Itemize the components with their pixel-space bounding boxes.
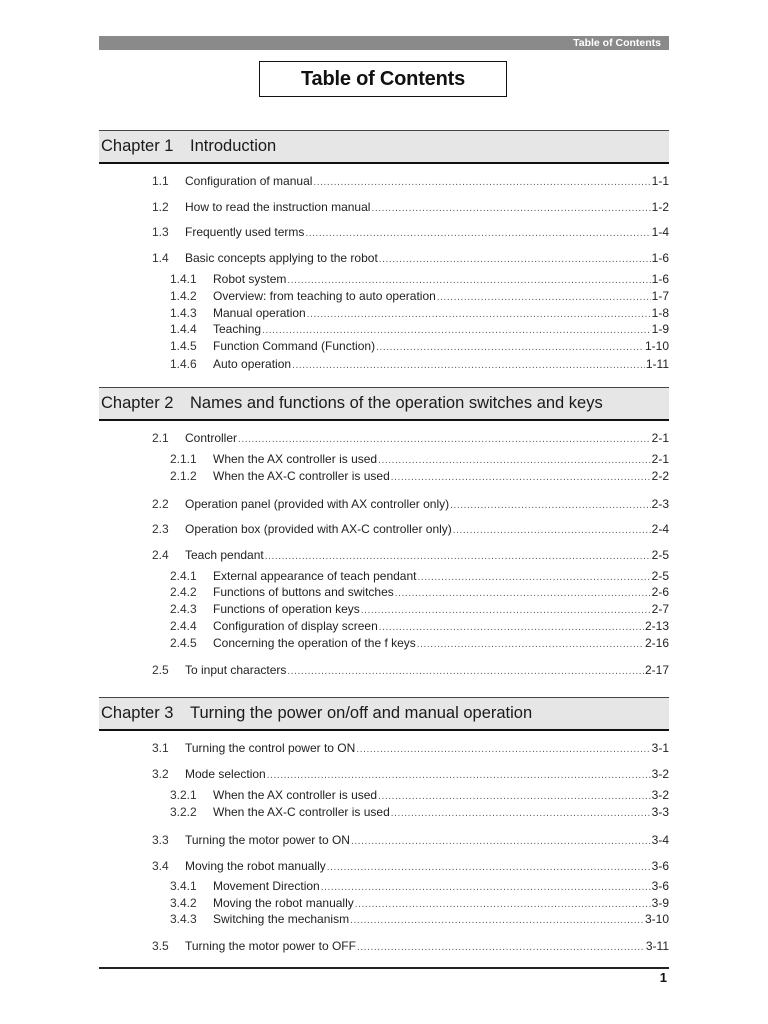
section-title: Movement Direction xyxy=(213,879,320,893)
toc-entry[interactable] xyxy=(152,766,669,782)
section-title: Mode selection xyxy=(185,767,266,781)
entry-row xyxy=(213,321,669,339)
section-number: 1.1 xyxy=(152,174,169,188)
toc-entry[interactable] xyxy=(170,338,669,354)
page-reference: 1-6 xyxy=(651,251,669,265)
entry-row xyxy=(213,338,669,356)
toc-entry[interactable] xyxy=(170,568,669,584)
page-reference: 2-7 xyxy=(651,602,669,616)
running-header-bar xyxy=(99,36,669,50)
section-title: Concerning the operation of the f keys xyxy=(213,636,416,650)
entry-row xyxy=(185,199,669,217)
toc-entry[interactable] xyxy=(170,635,669,651)
page-reference: 2-2 xyxy=(651,469,669,483)
page-reference: 1-6 xyxy=(651,272,669,286)
page-reference: 3-2 xyxy=(651,767,669,781)
dot-leader xyxy=(371,201,650,217)
entry-row xyxy=(213,878,669,896)
chapter-heading-1[interactable] xyxy=(99,130,669,164)
entry-row xyxy=(185,858,669,876)
section-number: 1.4.3 xyxy=(170,306,197,320)
toc-entry[interactable] xyxy=(152,199,669,215)
dot-leader xyxy=(350,913,644,929)
dot-leader xyxy=(292,358,645,374)
document-title-box xyxy=(259,61,507,97)
section-number: 1.4.2 xyxy=(170,289,197,303)
section-number: 1.4.1 xyxy=(170,272,197,286)
page-reference: 1-1 xyxy=(651,174,669,188)
dot-leader xyxy=(391,806,651,822)
section-number: 3.4.1 xyxy=(170,879,197,893)
page-reference: 2-5 xyxy=(651,548,669,562)
section-number: 3.4 xyxy=(152,859,169,873)
section-number: 2.4.4 xyxy=(170,619,197,633)
section-number: 1.4.5 xyxy=(170,339,197,353)
entry-row xyxy=(213,787,669,805)
section-title: Basic concepts applying to the robot xyxy=(185,251,378,265)
toc-entry[interactable] xyxy=(170,618,669,634)
entry-row xyxy=(185,250,669,268)
running-header-title: Table of Contents xyxy=(573,37,661,49)
page-reference: 1-9 xyxy=(651,322,669,336)
entry-row xyxy=(213,601,669,619)
dot-leader xyxy=(357,940,645,956)
section-title: Functions of buttons and switches xyxy=(213,585,394,599)
section-number: 2.4.3 xyxy=(170,602,197,616)
dot-leader xyxy=(351,834,651,850)
section-number: 1.4 xyxy=(152,251,169,265)
page-reference: 3-2 xyxy=(651,788,669,802)
footer-divider xyxy=(99,967,669,969)
toc-entry[interactable] xyxy=(170,356,669,372)
toc-entry[interactable] xyxy=(152,938,669,954)
dot-leader xyxy=(379,252,651,268)
toc-entry[interactable] xyxy=(152,547,669,563)
section-title: Robot system xyxy=(213,272,287,286)
page-reference: 3-4 xyxy=(651,833,669,847)
toc-entry[interactable] xyxy=(170,911,669,927)
toc-entry[interactable] xyxy=(152,430,669,446)
section-title: How to read the instruction manual xyxy=(185,200,371,214)
section-number: 3.3 xyxy=(152,833,169,847)
chapter-title: Names and functions of the operation switches and keys xyxy=(190,394,603,412)
dot-leader xyxy=(417,637,644,653)
section-number: 2.4 xyxy=(152,548,169,562)
section-number: 1.2 xyxy=(152,200,169,214)
page-reference: 2-16 xyxy=(644,636,669,650)
dot-leader xyxy=(379,620,644,636)
dot-leader xyxy=(391,470,651,486)
page-reference: 2-6 xyxy=(651,585,669,599)
section-number: 3.1 xyxy=(152,741,169,755)
entry-row xyxy=(213,635,669,653)
dot-leader xyxy=(361,603,651,619)
entry-row xyxy=(185,496,669,514)
toc-entry[interactable] xyxy=(170,271,669,287)
chapter-title: Introduction xyxy=(190,137,277,155)
toc-entry[interactable] xyxy=(170,787,669,803)
toc-entry[interactable] xyxy=(170,451,669,467)
section-title: Moving the robot manually xyxy=(185,859,326,873)
page-reference: 3-6 xyxy=(651,859,669,873)
entry-row xyxy=(185,547,669,565)
section-number: 2.4.1 xyxy=(170,569,197,583)
section-title: When the AX-C controller is used xyxy=(213,805,390,819)
section-title: Teaching xyxy=(213,322,262,336)
page-reference: 1-7 xyxy=(651,289,669,303)
entry-row xyxy=(185,938,669,956)
toc-entry[interactable] xyxy=(152,173,669,189)
section-title: When the AX controller is used xyxy=(213,452,378,466)
entry-row xyxy=(185,766,669,784)
entry-row xyxy=(185,173,669,191)
section-title: External appearance of teach pendant xyxy=(213,569,417,583)
entry-row xyxy=(185,430,669,448)
chapter-heading-2[interactable] xyxy=(99,387,669,421)
section-title: Configuration of display screen xyxy=(213,619,378,633)
section-number: 3.4.3 xyxy=(170,912,197,926)
dot-leader xyxy=(453,523,651,539)
page-reference: 2-13 xyxy=(644,619,669,633)
section-title: Configuration of manual xyxy=(185,174,313,188)
section-number: 2.1.1 xyxy=(170,452,197,466)
chapter-title: Turning the power on/off and manual operation xyxy=(190,704,533,722)
toc-entry[interactable] xyxy=(170,288,669,304)
section-title: Turning the motor power to ON xyxy=(185,833,350,847)
section-title: Turning the control power to ON xyxy=(185,741,356,755)
dot-leader xyxy=(395,586,651,602)
entry-row xyxy=(185,224,669,242)
toc-entry[interactable] xyxy=(152,521,669,537)
dot-leader xyxy=(321,880,651,896)
section-title: Teach pendant xyxy=(185,548,264,562)
dot-leader xyxy=(378,789,651,805)
toc-entry[interactable] xyxy=(152,250,669,266)
section-title: Auto operation xyxy=(213,357,292,371)
section-title: To input characters xyxy=(185,663,287,677)
section-title: Moving the robot manually xyxy=(213,896,354,910)
section-number: 2.1.2 xyxy=(170,469,197,483)
section-title: Switching the mechanism xyxy=(213,912,350,926)
toc-entry[interactable] xyxy=(170,895,669,911)
page-reference: 1-4 xyxy=(651,225,669,239)
toc-entry[interactable] xyxy=(152,740,669,756)
page-number: 1 xyxy=(659,970,667,985)
dot-leader xyxy=(287,273,650,289)
page-reference: 2-4 xyxy=(651,522,669,536)
section-number: 3.2.2 xyxy=(170,805,197,819)
section-number: 1.3 xyxy=(152,225,169,239)
entry-row xyxy=(213,356,669,374)
chapter-label: Chapter 3 xyxy=(101,704,174,722)
section-title: Operation panel (provided with AX controller only) xyxy=(185,497,450,511)
dot-leader xyxy=(305,226,650,242)
entry-row xyxy=(213,468,669,486)
chapter-label: Chapter 2 xyxy=(101,394,174,412)
page-reference: 3-1 xyxy=(651,741,669,755)
toc-entry[interactable] xyxy=(152,858,669,874)
entry-row xyxy=(185,832,669,850)
entry-row xyxy=(213,288,669,306)
page-reference: 2-3 xyxy=(651,497,669,511)
section-title: Functions of operation keys xyxy=(213,602,360,616)
chapter-heading-3[interactable] xyxy=(99,697,669,731)
section-title: When the AX-C controller is used xyxy=(213,469,390,483)
toc-entry[interactable] xyxy=(152,662,669,678)
entry-row xyxy=(213,911,669,929)
page-reference: 1-11 xyxy=(645,357,669,371)
dot-leader xyxy=(287,664,644,680)
section-number: 2.2 xyxy=(152,497,169,511)
section-number: 2.4.2 xyxy=(170,585,197,599)
toc-entry[interactable] xyxy=(170,468,669,484)
toc-entry[interactable] xyxy=(170,584,669,600)
toc-entry[interactable] xyxy=(152,832,669,848)
section-number: 2.3 xyxy=(152,522,169,536)
dot-leader xyxy=(378,453,651,469)
toc-entry[interactable] xyxy=(152,224,669,240)
entry-row xyxy=(213,584,669,602)
page-reference: 3-6 xyxy=(651,879,669,893)
toc-entry[interactable] xyxy=(170,878,669,894)
section-title: Overview: from teaching to auto operation xyxy=(213,289,436,303)
chapter-label: Chapter 1 xyxy=(101,137,174,155)
toc-entry[interactable] xyxy=(152,496,669,512)
entry-row xyxy=(185,740,669,758)
toc-entry[interactable] xyxy=(170,601,669,617)
page-reference: 3-11 xyxy=(645,939,669,953)
page-reference: 2-17 xyxy=(644,663,669,677)
section-title: Turning the motor power to OFF xyxy=(185,939,356,953)
entry-row xyxy=(213,804,669,822)
dot-leader xyxy=(450,498,651,514)
section-title: Function Command (Function) xyxy=(213,339,376,353)
section-title: Manual operation xyxy=(213,306,306,320)
toc-entry[interactable] xyxy=(170,305,669,321)
entry-row xyxy=(213,271,669,289)
page-reference: 3-9 xyxy=(651,896,669,910)
page-reference: 1-8 xyxy=(651,306,669,320)
section-title: Controller xyxy=(185,431,238,445)
dot-leader xyxy=(238,432,651,448)
section-title: When the AX controller is used xyxy=(213,788,378,802)
page-reference: 1-2 xyxy=(651,200,669,214)
page-reference: 2-1 xyxy=(651,452,669,466)
dot-leader xyxy=(327,860,651,876)
page-reference: 3-3 xyxy=(651,805,669,819)
dot-leader xyxy=(313,175,650,191)
page-reference: 2-1 xyxy=(651,431,669,445)
section-title: Frequently used terms xyxy=(185,225,305,239)
dot-leader xyxy=(262,323,651,339)
entry-row xyxy=(185,662,669,680)
section-number: 1.4.4 xyxy=(170,322,197,336)
section-number: 3.2.1 xyxy=(170,788,197,802)
section-number: 1.4.6 xyxy=(170,357,197,371)
dot-leader xyxy=(356,742,650,758)
page-reference: 2-5 xyxy=(651,569,669,583)
section-number: 2.5 xyxy=(152,663,169,677)
dot-leader xyxy=(437,290,651,306)
section-title: Operation box (provided with AX-C controller only) xyxy=(185,522,452,536)
dot-leader xyxy=(376,340,644,356)
dot-leader xyxy=(265,549,651,565)
section-number: 3.5 xyxy=(152,939,169,953)
dot-leader xyxy=(267,768,651,784)
section-number: 2.4.5 xyxy=(170,636,197,650)
toc-entry[interactable] xyxy=(170,321,669,337)
section-number: 2.1 xyxy=(152,431,169,445)
entry-row xyxy=(213,451,669,469)
section-number: 3.4.2 xyxy=(170,896,197,910)
document-title: Table of Contents xyxy=(300,68,465,90)
entry-row xyxy=(185,521,669,539)
page-reference: 1-10 xyxy=(644,339,669,353)
page-reference: 3-10 xyxy=(644,912,669,926)
toc-entry[interactable] xyxy=(170,804,669,820)
entry-row xyxy=(213,618,669,636)
section-number: 3.2 xyxy=(152,767,169,781)
